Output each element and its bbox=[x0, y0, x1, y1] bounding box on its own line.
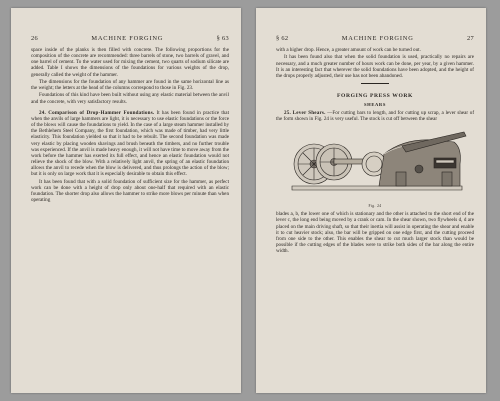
section-25-title: Lever Shears. bbox=[292, 109, 326, 116]
lever-shear-illustration bbox=[284, 124, 474, 198]
section-24-title: Comparison of Drop-Hammer Foundations. bbox=[48, 109, 155, 116]
figure-caption: Fig. 24 bbox=[368, 204, 382, 209]
right-page-number: 27 bbox=[467, 35, 474, 42]
divider-rule bbox=[361, 83, 389, 84]
right-paragraph-1: with a higher drop. Hence, a greater amount of work can be turned out. bbox=[276, 47, 421, 53]
left-paragraph-3: Foundations of this kind have been built without using any elastic material between the anvil and the concrete, with very satisfactory results. bbox=[31, 92, 229, 105]
right-running-head bbox=[276, 35, 474, 42]
right-running-title: MACHINE FORGING bbox=[341, 35, 414, 42]
sub-heading: SHEARS bbox=[364, 101, 386, 107]
left-section-mark: § 63 bbox=[216, 35, 229, 42]
left-page bbox=[11, 8, 241, 393]
section-24-paragraph-1: It has been found in practice that when the anvils of large hammers are light, it is necessary to use elastic foundations or the force of the blows will cause the foundations to yield. In the case of a large steam hammer installed by the Bethlehem Steel Company, the first foundation, which was made of timber, had very little elasticity. This foundation yielded so that it had to be rebuilt. The second foundation was made very elastic by placing wooden shavings and brush beneath the timbers, and no further trouble was experienced. If the anvil is made heavy enough, it will not have time to move away from the work before the hammer has exerted its full effect, and hence an elastic foundation would not relieve the shock of the blow. With a relatively light anvil, the spring of an elastic foundation allows the anvil to recede when the blow is delivered, and thus prolongs the action of the blow; but it is only on large work that it is especially desirable to obtain this effect. bbox=[31, 109, 229, 178]
right-page bbox=[256, 8, 486, 393]
chapter-heading: FORGING PRESS WORK bbox=[337, 92, 413, 99]
section-24-number: 24. bbox=[39, 109, 46, 116]
left-page-number: 26 bbox=[31, 35, 38, 42]
section-25-intro bbox=[276, 110, 474, 122]
right-after-figure: blades a, b, the lower one of which is stationary and the other is attached to the short end of the lever c, the long end being moved by a crank or cam. In the shear shown, two flywheels d, d are placed on the main driving shaft, so that their inertia will assist in operating the shear and enable it to cut heavier stock; also, the bar will be gripped on one edge first, and the cutting proceed from one side to the other. This enables the shear to cut much larger stock than would be possible if the cutting edges of the blades were to strike both sides of the bar along the entire width. bbox=[276, 211, 474, 255]
left-paragraph-1: space inside of the planks is then filled with concrete. The following proportions for the composition of the concrete are recommended: three barrels of stone, two barrels of gravel, and one barrel of cement. To the water used for mixing the cement, two quarts of sodium silicate are added. Table I shows the dimensions of the foundations for various weights of the drop, generally called the weight of the hammer. bbox=[31, 47, 229, 78]
right-paragraph-2: It has been found also that when the solid foundation is used, practically no repairs are necessary, and a much greater number of hours work can be done, per year, by a given hammer. It is an interesting fact that wherever the solid foundations have been adopted, and the height of the drops properly adjusted, their use has not been abandoned. bbox=[276, 54, 474, 79]
section-25-intro-text: —For cutting bars to length, and for cutting up scrap, a lever shear of the form shown in Fig. 24 is very useful. The stock is cut off between the shear bbox=[276, 109, 475, 123]
right-section-mark: § 62 bbox=[276, 35, 289, 42]
figure-lever-shear bbox=[276, 124, 474, 204]
left-paragraph-2: The dimensions for the foundation of any hammer are found in the same horizontal line as the weight; the letters at the head of the columns correspond to those in Fig. 23. bbox=[31, 78, 229, 92]
left-running-head bbox=[31, 35, 229, 42]
section-24-paragraph-2: It has been found that with a solid foundation of sufficient size for the hammer, as perfect work can be done with a height of drop only about one-half that required with an elastic foundation. The shorter drop also allows the hammer to strike more blows per minute than when operating bbox=[31, 178, 229, 204]
left-running-title: MACHINE FORGING bbox=[91, 35, 164, 42]
section-25-number: 25. bbox=[284, 109, 291, 116]
section-24-heading-paragraph bbox=[31, 110, 229, 178]
